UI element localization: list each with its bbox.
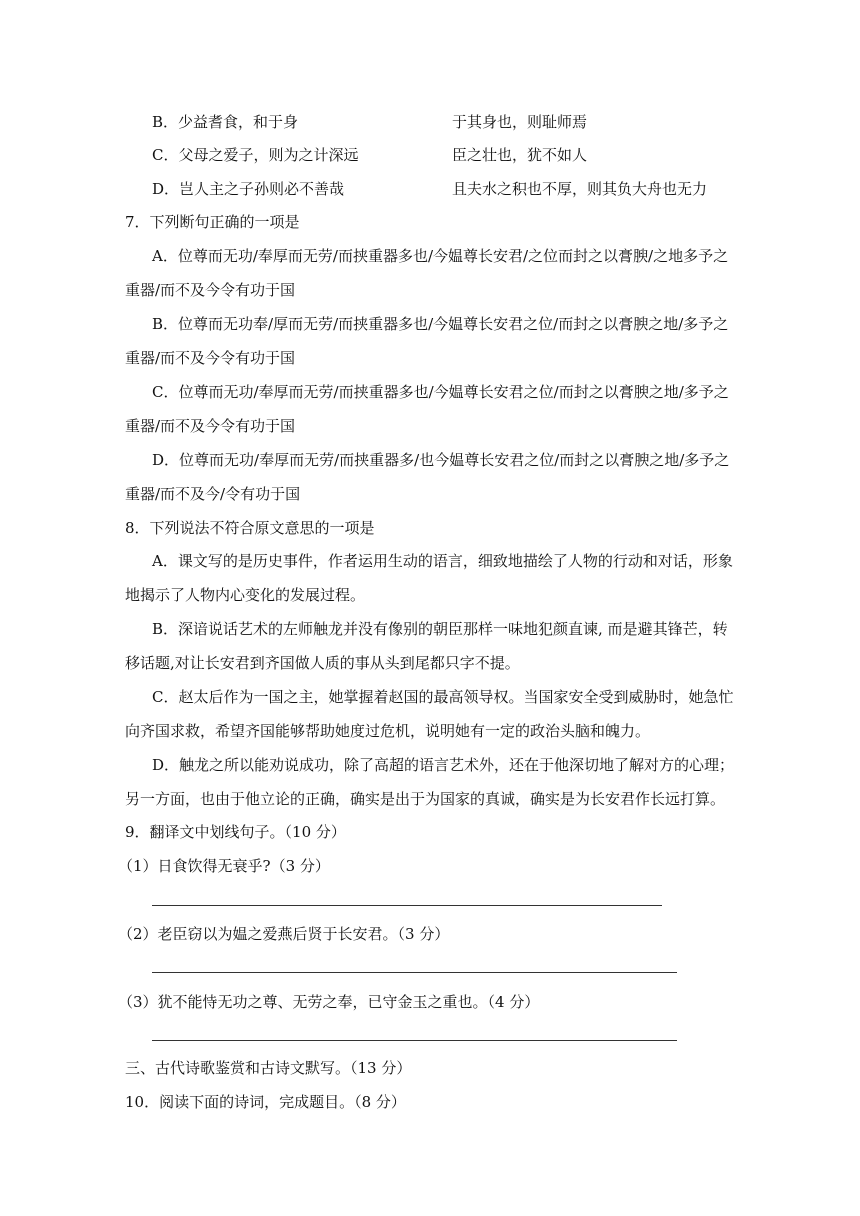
q9-item-1: （1）日食饮得无衰乎?（3 分） — [118, 857, 330, 875]
q7-option-b-line2: 重器/而不及今令有功于国 — [125, 349, 296, 367]
q7-option-d-line2: 重器/而不及今/令有功于国 — [125, 485, 301, 503]
question-8-stem: 8．下列说法不符合原文意思的一项是 — [125, 519, 375, 537]
options-pair-b-left: B．少益耆食，和于身 — [152, 113, 299, 131]
q9-item-3: （3）犹不能恃无功之尊、无劳之奉，已守金玉之重也。（4 分） — [118, 993, 540, 1011]
options-pair-d-left: D．岂人主之子孙则必不善哉 — [152, 180, 345, 198]
question-10-stem: 10．阅读下面的诗词，完成题目。（8 分） — [125, 1093, 406, 1111]
q9-answer-line-2[interactable] — [152, 972, 677, 973]
q8-option-b-line1: B．深谙说话艺术的左师触龙并没有像别的朝臣那样一味地犯颜直谏, 而是避其锋芒，转 — [152, 620, 728, 638]
q9-answer-line-3[interactable] — [152, 1040, 677, 1041]
q8-option-c-line1: C．赵太后作为一国之主，她掌握着赵国的最高领导权。当国家安全受到威胁时，她急忙 — [152, 688, 734, 706]
options-pair-d-right: 且夫水之积也不厚，则其负大舟也无力 — [452, 180, 708, 198]
q7-option-a-line2: 重器/而不及今令有功于国 — [125, 281, 296, 299]
q7-option-c-line1: C．位尊而无功/奉厚而无劳/而挟重器多也/今媪尊长安君之位/而封之以膏腴之地/多予之 — [152, 383, 729, 401]
q7-option-a-line1: A．位尊而无功/奉厚而无劳/而挟重器多也/今媪尊长安君/之位而封之以膏腴/之地多予之 — [152, 247, 729, 265]
options-pair-b-right: 于其身也，则耻师焉 — [452, 113, 588, 131]
options-pair-c-left: C．父母之爱子，则为之计深远 — [152, 146, 359, 164]
q9-answer-line-1[interactable] — [152, 905, 662, 906]
q8-option-c-line2: 向齐国求救，希望齐国能够帮助她度过危机，说明她有一定的政治头脑和魄力。 — [125, 722, 651, 740]
q8-option-a-line2: 地揭示了人物内心变化的发展过程。 — [125, 586, 366, 604]
options-pair-c-right: 臣之壮也，犹不如人 — [452, 146, 588, 164]
q8-option-a-line1: A．课文写的是历史事件，作者运用生动的语言，细致地描绘了人物的行动和对话，形象 — [152, 552, 733, 570]
q8-option-b-line2: 移话题,对让长安君到齐国做人质的事从头到尾都只字不提。 — [125, 654, 520, 672]
question-9-stem: 9．翻译文中划线句子。（10 分） — [125, 823, 346, 841]
q8-option-d-line2: 另一方面，也由于他立论的正确，确实是出于为国家的真诚，确实是为长安君作长远打算。 — [125, 790, 726, 808]
question-7-stem: 7．下列断句正确的一项是 — [125, 213, 300, 231]
q9-item-2: （2）老臣窃以为媪之爱燕后贤于长安君。（3 分） — [118, 925, 450, 943]
section-3-heading: 三、古代诗歌鉴赏和古诗文默写。（13 分） — [125, 1059, 412, 1077]
q8-option-d-line1: D．触龙之所以能劝说成功，除了高超的语言艺术外，还在于他深切地了解对方的心理； — [152, 756, 735, 774]
q7-option-d-line1: D．位尊而无功/奉厚而无劳/而挟重器多/也今媪尊长安君之位/而封之以膏腴之地/多予之 — [152, 451, 730, 469]
q7-option-c-line2: 重器/而不及今令有功于国 — [125, 417, 296, 435]
q7-option-b-line1: B．位尊而无功奉/厚而无劳/而挟重器多也/今媪尊长安君之位/而封之以膏腴之地/多予之 — [152, 315, 729, 333]
